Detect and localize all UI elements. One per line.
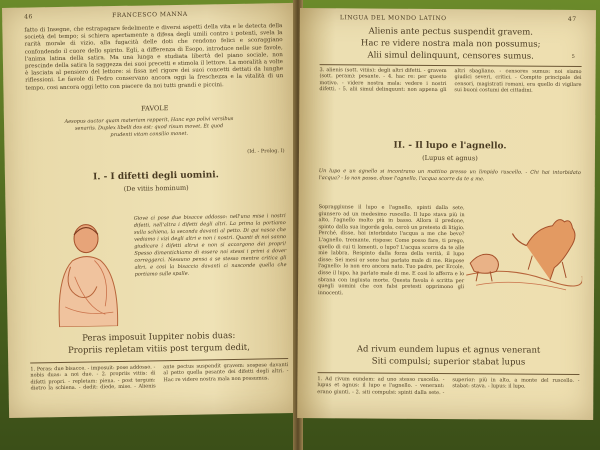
left-verse-line-1: Peras imposuit Iuppiter nobis duas: — [82, 330, 236, 344]
left-running-head: FRANCESCO MANNA — [112, 10, 188, 20]
right-running-head: LINGUA DEL MONDO LATINO — [339, 14, 447, 23]
left-page-number: 46 — [24, 13, 33, 21]
left-section-title: I. - I difetti degli uomini. — [93, 170, 219, 183]
left-section-subtitle: (De vitiis hominum) — [123, 183, 189, 193]
right-footnotes: 1. Ad rivum eundem: ad uno stesso ruscello. - lupus et agnus: il lupo e l'agnello. - venerant: erano giunti. - 2. siti compulsi: spinti dalla sete. - superior: più in alto, a monte del ruscello. - stabat: stava. - lupus: il lupo. — [317, 376, 580, 396]
right-page-number: 47 — [567, 15, 577, 23]
line-number: 5 — [571, 53, 575, 60]
right-verse-top-2: Hac re videre nostra mala non possumus; — [360, 38, 541, 50]
left-intro-text: fatto di Insegne, che estrapagare fedelmente e diversi aspetti della vita e le detecta della società del tempo; si schiera apertamente a difesa degli umili contro i potenti, svela la rarità morale di vizio, alla fugacità delle doti che rendono felici e scoraggiano confondendo il cuore dello spirito. Egli, a differenza di Esopo, introduce nelle sue favole, l'anima latina della satira. Ma una lunga e studiata libertà del piano sociale, non prescinde della satira la saggezza dei suoi precetti e stimola il lettore. La moralità a volte è lasciata al pensiero del lettore: si fissa nel rigore dei suoi concetti dettati da lunghe riflessioni. Le favole di Fedro conservano ancora oggi la freschezza e la vitalità di un tempo, cosi ancora oggi letto con piacere da noi tutti grandi e piccini. — [24, 23, 284, 92]
left-page — [2, 3, 302, 418]
right-verse-line-2: Siti compulsi; superior stabat lupus — [371, 356, 526, 368]
right-page — [297, 8, 596, 420]
right-body-text: Sopraggiunse il lupo e l'agnello, spinti dalla sete, giunsero ad un medesimo ruscello. Il lupo stava più in alto, l'agnello molto più in basso. Allora il predone, spinto dalla sua ingorda gola, cercò un pretesto di litigio. Perché, disse, hai intorbidato l'acqua a me che bevo? L'agnello, tremante, rispose: Come posso fare, ti prego, quello di cui ti lamenti, o lupo? L'acqua scorre da te alle mie labbra. Respinto dalla forza della verità, il lupo disse: Sei mesi or sono hai parlato male di me. Rispose l'agnello: Io non ero ancora nato. Tuo padre, per Ercole, disse il lupo, ha parlato male di me. E così lo afferra e lo sbrana con ingiusta morte. Questa favola è scritta per quegli uomini che con falsi pretesti opprimono gli innocenti. — [317, 204, 465, 297]
right-section-title: II. - Il lupo e l'agnello. — [393, 140, 507, 152]
figure-illustration — [34, 216, 128, 328]
right-bottom-divider — [317, 372, 579, 375]
right-verse-line-1: Ad rivum eundem lupus et agnus venerant — [356, 344, 541, 356]
left-verse-line-2: Propriis repletam vitiis post tergum dedit, — [67, 342, 250, 356]
right-top-footnotes: 3. alienis (sott. vitiis): degli altri difetti. - gravem (sott. peram): pesante. - 4. hac re: per questo motivo. - videre nostra mala: vedere i nostri difetti. - 5. alii simul delinquunt: non appena gli altri sbagliano. - censores sumus: noi siamo giudici severi, critici. - Compito principale dei censori, magistrati romani, era quello di vigilare sui buoni costumi dei cittadini. — [319, 67, 582, 94]
favole-verse: Aesopus auctor quam materiam repperit, Hanc ego polivi versibus senariis. Duplex libelli dos est: quod risum movet, Et quod prudenti vitam consilio monet. — [64, 115, 234, 138]
wolf-lamb-illustration — [466, 205, 583, 294]
favole-title: FAVOLE — [141, 104, 169, 113]
right-verse-top-3: Alii simul delinquunt, censores sumus. — [367, 50, 534, 62]
right-verse-top-1: Alienis ante pectus suspendit gravem. — [368, 26, 534, 38]
favole-citation: (Id. - Prolog. I) — [247, 148, 285, 155]
right-intro-italic: Un lupo e un agnello si incontrano un mattino presso un limpido ruscello. - Chi hai intorbidato l'acqua? - Io non posso, disse l'agnello, l'acqua scorre da te a me. — [318, 168, 581, 182]
left-section-text: Giove ci pose due bisacce addosso: nell'una mise i nostri difetti, nell'altra i difetti degli altri. La prima la portiamo sulla schiena, la seconda davanti al petto. Di qui nasce che vediamo i vizi degli altri e non i nostri. Quanti di noi sanno giudicare i difetti altrui e non si accorgono dei propri! Spesso dimentichiamo di essere noi stessi i primi a dover correggerci. Nessuno pensa a se stesso mentre critica gli altri, e cosi la bisaccia davanti ci nasconde quella che portiamo sulle spalle. — [133, 213, 287, 278]
right-section-subtitle: (Lupus et agnus) — [422, 153, 478, 163]
left-footnotes: 1. Peras: due bisacce. - imposuit: pose addosso. - nobis duas: a noi due. - 2. propriis vitiis: di difetti propri. - repletam: piena. - post tergum: dietro la schiena. - dedit: diede, mise. - Alienis ante pectus suspendit gravem: sospese davanti al petto quella pesante dei difetti degli altri. - Hac re videre nostra mala non possumus. — [30, 362, 289, 392]
